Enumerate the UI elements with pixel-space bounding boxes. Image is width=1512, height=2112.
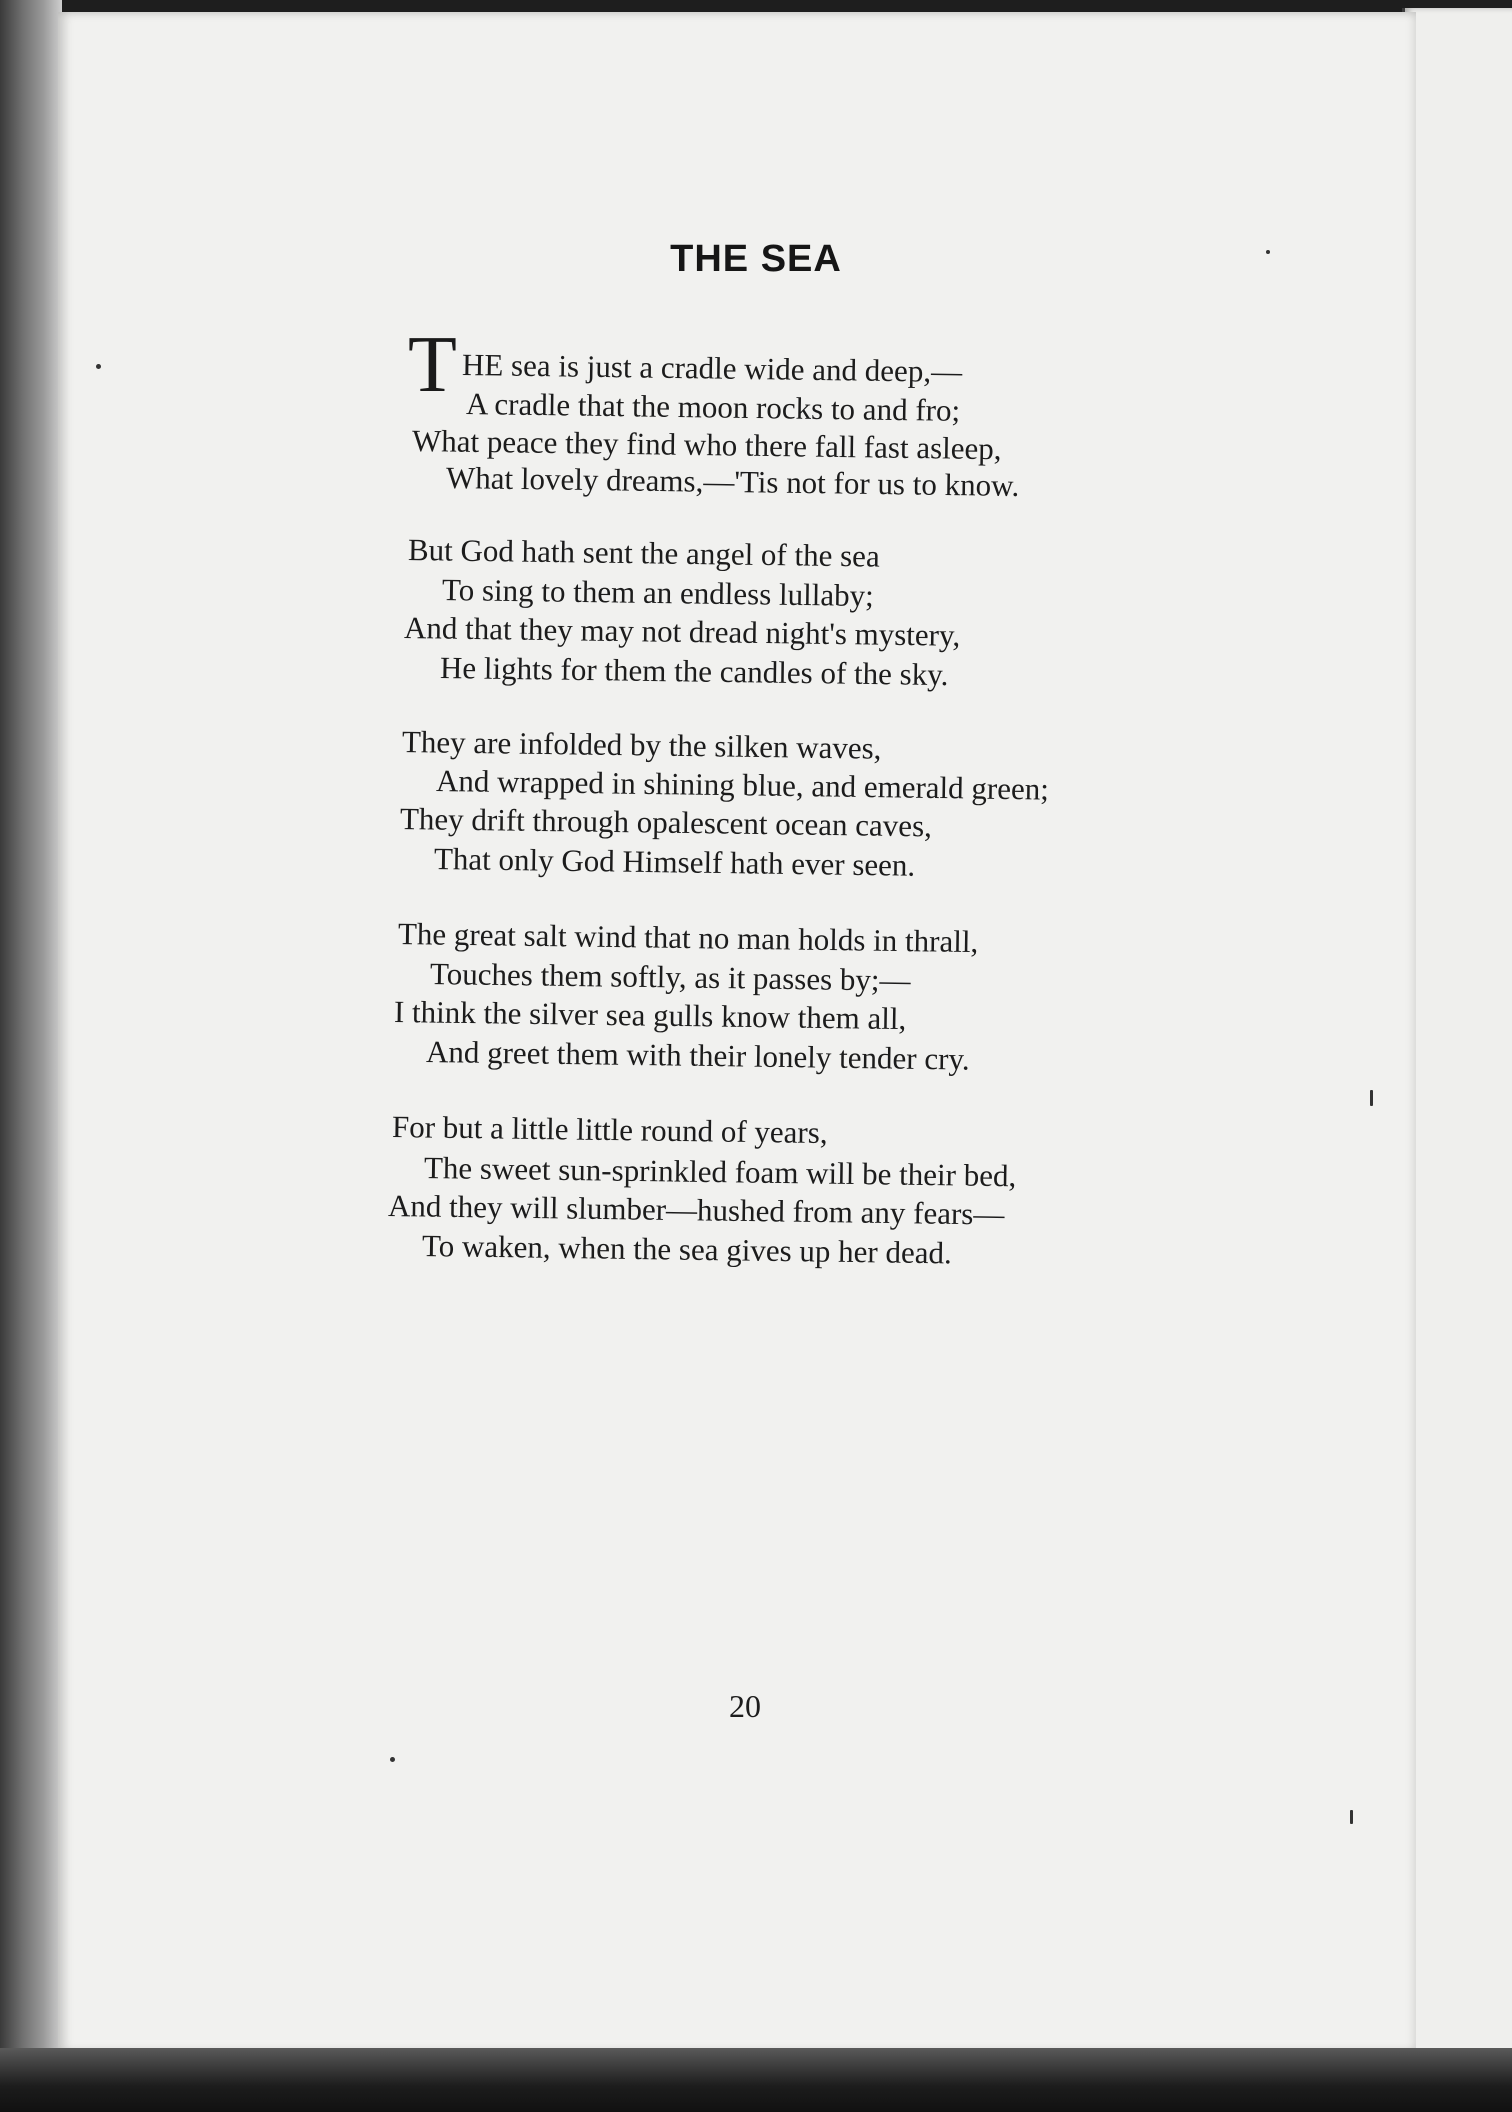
poem-line: HE sea is just a cradle wide and deep,— — [461, 347, 963, 389]
poem-line: They drift through opalescent ocean caves, — [399, 801, 933, 844]
page-number: 20 — [729, 1688, 761, 1724]
poem-line: The great salt wind that no man holds in thrall, — [397, 916, 979, 960]
speck — [1350, 1810, 1353, 1824]
bottom-edge — [0, 2048, 1512, 2112]
poem-line: He lights for them the candles of the sky. — [439, 650, 949, 693]
poem-line: That only God Himself hath ever seen. — [433, 841, 916, 883]
poem-line: And they will slumber—hushed from any fears— — [387, 1188, 1005, 1232]
poem-line: They are infolded by the silken waves, — [401, 724, 882, 766]
poem-line: What peace they find who there fall fast asleep, — [411, 423, 1002, 467]
speck — [390, 1757, 395, 1762]
poem-line: Touches them softly, as it passes by;— — [429, 956, 911, 998]
poem-line: And wrapped in shining blue, and emerald green; — [435, 763, 1050, 807]
poem-line: For but a little little round of years, — [391, 1109, 828, 1151]
poem-line: To sing to them an endless lullaby; — [441, 572, 874, 614]
poem-line: What lovely dreams,—'Tis not for us to know. — [445, 460, 1020, 504]
poem-title: THE SEA — [670, 238, 842, 280]
poem-line: To waken, when the sea gives up her dead. — [421, 1228, 953, 1271]
poem-line: And that they may not dread night's mystery, — [403, 610, 961, 653]
poem-line: A cradle that the moon rocks to and fro; — [465, 386, 961, 428]
poem-line: The sweet sun-sprinkled foam will be their bed, — [423, 1150, 1017, 1194]
drop-cap: T — [408, 321, 457, 409]
poem-line: But God hath sent the angel of the sea — [407, 532, 880, 574]
poem-line: And greet them with their lonely tender cry. — [425, 1034, 970, 1077]
poem-line: I think the silver sea gulls know them all, — [393, 994, 907, 1037]
